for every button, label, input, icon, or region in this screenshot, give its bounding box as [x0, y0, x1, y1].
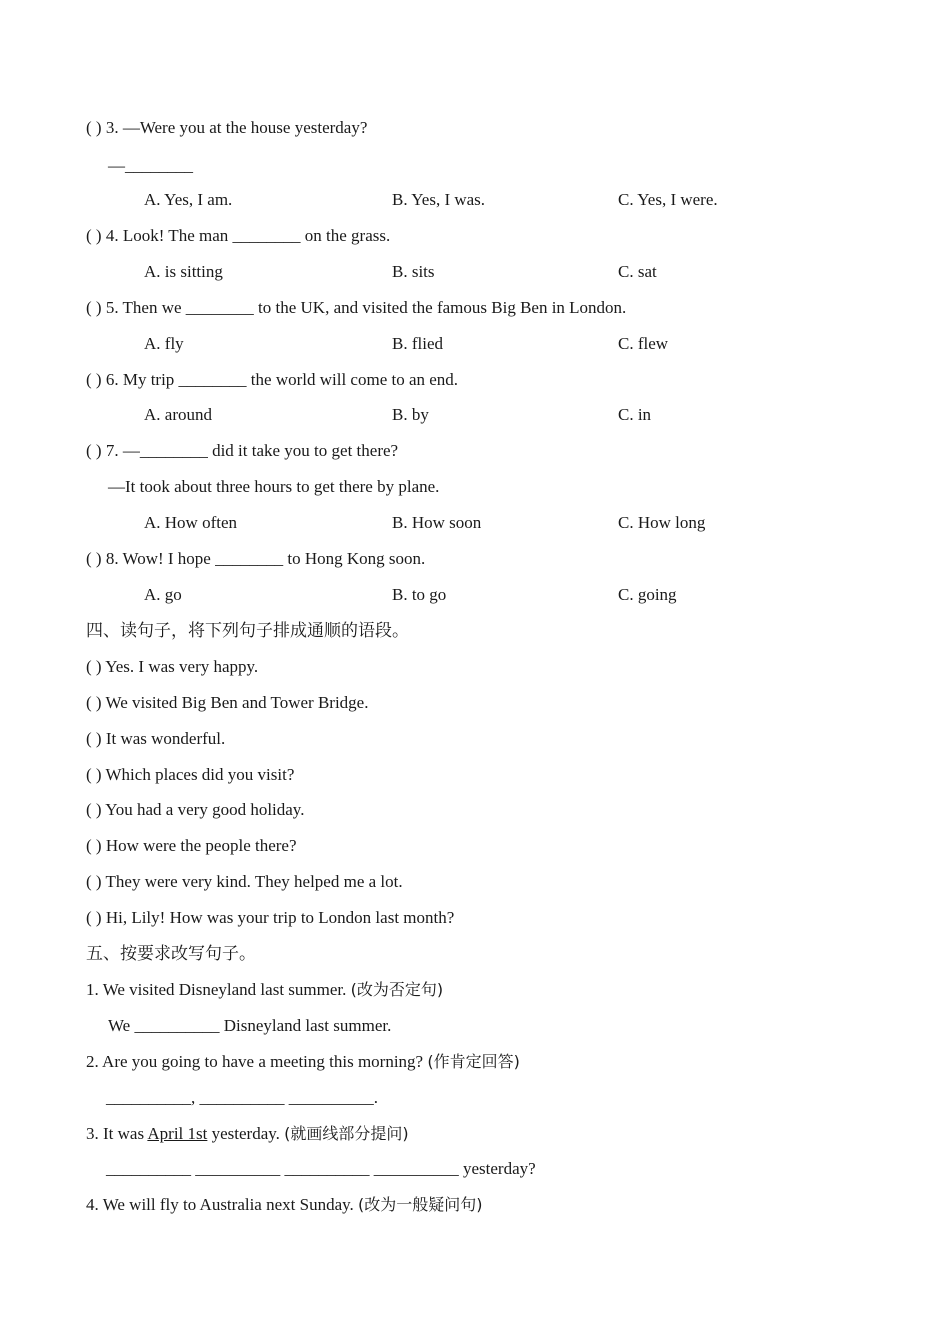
- rewrite-question-1-text: 1. We visited Disneyland last summer.: [86, 980, 351, 999]
- rewrite-question-2-text: 2. Are you going to have a meeting this morning?: [86, 1052, 428, 1071]
- section-4-item: ( ) Which places did you visit?: [86, 765, 295, 784]
- question-5-option-a: A. fly: [144, 334, 184, 353]
- question-7-answer-line: —It took about three hours to get there by plane.: [108, 477, 440, 496]
- rewrite-answer-1: We __________ Disneyland last summer.: [108, 1016, 392, 1035]
- rewrite-answer-2: __________, __________ __________.: [106, 1088, 378, 1107]
- section-4-item: ( ) They were very kind. They helped me a lot.: [86, 872, 403, 891]
- question-6-option-a: A. around: [144, 405, 212, 424]
- rewrite-question-4-text: 4. We will fly to Australia next Sunday.: [86, 1195, 359, 1214]
- rewrite-answer-3: __________ __________ __________ __________ yesterday?: [106, 1159, 536, 1178]
- question-3-option-a: A. Yes, I am.: [144, 190, 233, 209]
- rewrite-question-2: [86, 1051, 520, 1073]
- question-5-stem: ( ) 5. Then we ________ to the UK, and visited the famous Big Ben in London.: [86, 298, 627, 317]
- section-4-item: ( ) We visited Big Ben and Tower Bridge.: [86, 693, 369, 712]
- section-5-title: 五、按要求改写句子。: [86, 944, 256, 964]
- question-8-option-b: B. to go: [392, 585, 447, 604]
- question-5-option-b: B. flied: [392, 334, 443, 353]
- question-4-option-c: C. sat: [618, 262, 657, 281]
- question-4-stem: ( ) 4. Look! The man ________ on the grass.: [86, 226, 391, 245]
- section-4-item: ( ) How were the people there?: [86, 836, 297, 855]
- question-6-stem: ( ) 6. My trip ________ the world will come to an end.: [86, 370, 459, 389]
- question-8-option-c: C. going: [618, 585, 677, 604]
- section-4-title: 四、读句子，将下列句子排成通顺的语段。: [86, 621, 409, 641]
- question-8-option-a: A. go: [144, 585, 182, 604]
- question-3-answer-line: —________: [108, 156, 193, 175]
- question-4-option-b: B. sits: [392, 262, 435, 281]
- question-5-option-c: C. flew: [618, 334, 669, 353]
- question-3-option-b: B. Yes, I was.: [392, 190, 486, 209]
- rewrite-question-4-note: (改为一般疑问句): [358, 1195, 483, 1214]
- section-4-item: ( ) It was wonderful.: [86, 729, 226, 748]
- question-7-option-a: A. How often: [144, 513, 238, 532]
- rewrite-question-4: [86, 1194, 483, 1216]
- question-7-option-c: C. How long: [618, 513, 706, 532]
- rewrite-question-3-pre: 3. It was: [86, 1124, 148, 1143]
- question-4-option-a: A. is sitting: [144, 262, 223, 281]
- question-6-option-c: C. in: [618, 405, 652, 424]
- rewrite-question-1: [86, 979, 443, 1001]
- rewrite-question-3-note: (就画线部分提问): [284, 1124, 409, 1143]
- question-3-option-c: C. Yes, I were.: [618, 190, 718, 209]
- question-3-stem: ( ) 3. —Were you at the house yesterday?: [86, 118, 368, 137]
- question-7-option-b: B. How soon: [392, 513, 482, 532]
- rewrite-question-2-note: (作肯定回答): [427, 1052, 520, 1071]
- rewrite-question-3: [86, 1123, 409, 1145]
- question-6-option-b: B. by: [392, 405, 429, 424]
- section-4-item: ( ) Hi, Lily! How was your trip to London last month?: [86, 908, 455, 927]
- question-7-stem: ( ) 7. —________ did it take you to get there?: [86, 441, 399, 460]
- section-4-item: ( ) You had a very good holiday.: [86, 800, 305, 819]
- rewrite-question-1-note: (改为否定句): [350, 980, 444, 999]
- underlined-phrase: April 1st: [147, 1124, 208, 1143]
- rewrite-question-3-post: yesterday.: [207, 1124, 285, 1143]
- question-8-stem: ( ) 8. Wow! I hope ________ to Hong Kong soon.: [86, 549, 426, 568]
- section-4-item: ( ) Yes. I was very happy.: [86, 657, 259, 676]
